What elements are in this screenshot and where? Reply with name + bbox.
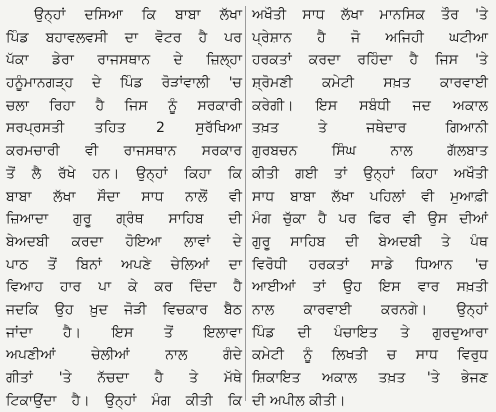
text-line: ਗੁਰਬਚਨ ਸਿੰਘ ਨਾਲ ਗੱਲਬਾਤ: [252, 143, 488, 160]
text-line: ਪ੍ਰੇਸ਼ਾਨ ਹੈ ਜੋ ਅਜਿਹੀ ਘਟੀਆ: [252, 29, 488, 46]
text-line: ਹਰਕਤਾਂ ਕਰਦਾ ਰਹਿੰਦਾ ਹੈ ਜਿਸ 'ਤੇ: [252, 52, 488, 69]
text-line: ਵਿਰੋਧੀ ਹਰਕਤਾਂ ਸਾਡੇ ਧਿਆਨ 'ਚ: [252, 256, 488, 273]
text-line: ਸਾਧ ਬਾਬਾ ਲੱਖਾ ਪਹਿਲਾਂ ਵੀ ਮੁਆਫ਼ੀ: [252, 188, 488, 205]
text-line: ਹਨੂੰਮਾਨਗੜ੍ਹ ਦੇ ਪਿੰਡ ਰੋੜਾਂਵਾਲੀ 'ਚ: [6, 75, 242, 92]
text-line: ਪਿੰਡ ਦੀ ਪੰਚਾਇਤ ਤੇ ਗੁਰਦੁਆਰਾ: [252, 324, 488, 341]
text-line: ਸ਼੍ਰੋਮਣੀ ਕਮੇਟੀ ਸਖ਼ਤ ਕਾਰਵਾਈ: [252, 75, 488, 92]
text-line: ਕਰੇਗੀ। ਇਸ ਸਬੰਧੀ ਜਦ ਅਕਾਲ: [252, 97, 488, 114]
text-line: ਕੀਤੀ ਗਈ ਤਾਂ ਉਨ੍ਹਾਂ ਕਿਹਾ ਅਖੌਤੀ: [252, 165, 488, 182]
text-line: ਗੁਰੂ ਸਾਹਿਬ ਦੀ ਬੇਅਦਬੀ ਤੇ ਪੰਥ: [252, 233, 488, 250]
text-line: ਜਦਕਿ ਉਹ ਖ਼ੁਦ ਜੋੜੀ ਵਿਚਕਾਰ ਬੈਠ: [6, 301, 242, 318]
text-line: ਆਈਆਂ ਤਾਂ ਉਹ ਇਸ ਵਾਰ ਸਖ਼ਤੀ: [252, 279, 488, 296]
text-line: ਮੰਗ ਚੁੱਕਾ ਹੈ ਪਰ ਫਿਰ ਵੀ ਉਸ ਦੀਆਂ: [252, 211, 488, 228]
text-line: ਜ਼ਿਆਦਾ ਗੁਰੂ ਗ੍ਰੰਥ ਸਾਹਿਬ ਦੀ: [6, 211, 242, 228]
text-line: ਕਮੇਟੀ ਨੂੰ ਲਿਖਤੀ ਚ ਸਾਧ ਵਿਰੁਧ: [252, 347, 488, 364]
text-line: ਦੀ ਅਪੀਲ ਕੀਤੀ।: [252, 392, 346, 409]
text-line: ਗੀਤਾਂ 'ਤੇ ਨੱਚਦਾ ਹੈ ਤੇ ਮੱਥੇ: [6, 370, 242, 386]
text-line: ਬੇਅਦਬੀ ਕਰਦਾ ਹੋਇਆ ਲਾਵਾਂ ਦੇ: [6, 233, 242, 250]
text-line: ਅਪਣੀਆਂ ਚੇਲੀਆਂ ਨਾਲ ਗੰਦੇ: [6, 347, 242, 364]
text-line: ਅਖੌਤੀ ਸਾਧ ਲੱਖਾ ਮਾਨਸਿਕ ਤੌਰ 'ਤੇ: [252, 7, 488, 23]
column-divider: [245, 6, 246, 401]
article-column-left: [6, 0, 242, 412]
text-line: ਪਾਠ ਤੋਂ ਬਿਨਾਂ ਅਪਣੇ ਚੇਲਿਆਂ ਦਾ: [6, 256, 242, 273]
text-line: ਕਰਮਚਾਰੀ ਵੀ ਰਾਜਸਥਾਨ ਸਰਕਾਰ: [6, 143, 242, 160]
text-line: ਨਾਲ ਕਾਰਵਾਈ ਕਰਨਗੇ। ਉਨ੍ਹਾਂ: [252, 301, 488, 318]
text-line: ਸ਼ਿਕਾਇਤ ਅਕਾਲ ਤਖ਼ਤ 'ਤੇ ਭੇਜਣ: [252, 370, 488, 386]
text-line: ਤਖ਼ਤ ਤੇ ਜਥੇਦਾਰ ਗਿਆਨੀ: [252, 120, 488, 137]
text-line: ਵਿਆਹ ਹਾਰ ਪਾ ਕੇ ਕਰ ਦਿੰਦਾ ਹੈ: [6, 279, 242, 296]
text-line: ਟਿਕਾਉਂਦਾ ਹੈ। ਉਨ੍ਹਾਂ ਮੰਗ ਕੀਤੀ ਕਿ: [6, 392, 242, 409]
text-line: ਬਾਬਾ ਲੱਖਾ ਸੌਦਾ ਸਾਧ ਨਾਲੋਂ ਵੀ: [6, 188, 242, 205]
text-line: ਸਰਪ੍ਰਸਤੀ ਤਹਿਤ 2 ਸੁਰੱਖਿਆ: [6, 120, 242, 137]
article-column-right: [252, 0, 488, 412]
text-line: ਉਨ੍ਹਾਂ ਦਸਿਆ ਕਿ ਬਾਬਾ ਲੱਖਾ: [34, 7, 242, 23]
text-line: ਜਾਂਦਾ ਹੈ। ਇਸ ਤੋਂ ਇਲਾਵਾ: [6, 324, 242, 341]
text-line: ਪੱਕਾ ਡੇਰਾ ਰਾਜਸਥਾਨ ਦੇ ਜ਼ਿਲ੍ਹਾ: [6, 52, 242, 69]
text-line: ਚਲਾ ਰਿਹਾ ਹੈ ਜਿਸ ਨੂੰ ਸਰਕਾਰੀ: [6, 97, 242, 114]
text-line: ਤੋਂ ਲੈ ਰੱਖੇ ਹਨ। ਉਨ੍ਹਾਂ ਕਿਹਾ ਕਿ: [6, 165, 242, 182]
text-line: ਪਿੰਡ ਬਹਾਵਲਵਸੀ ਦਾ ਵੋਟਰ ਹੈ ਪਰ: [6, 29, 242, 46]
